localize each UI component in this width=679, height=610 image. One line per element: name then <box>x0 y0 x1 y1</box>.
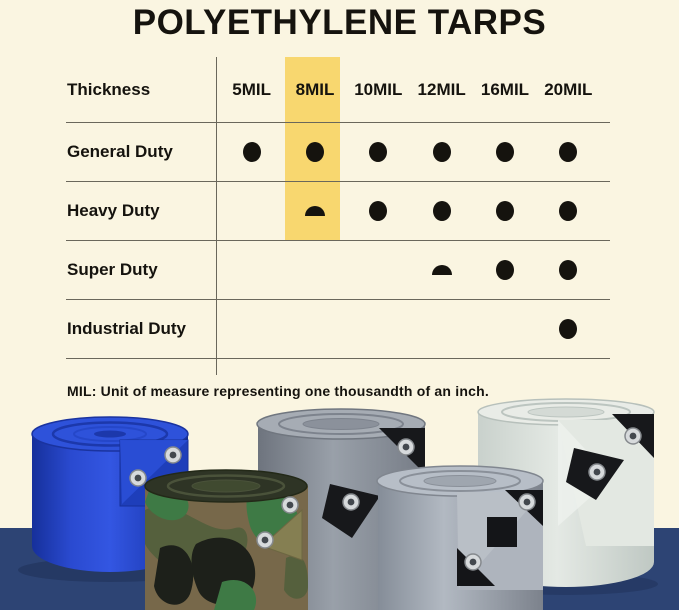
table-row-general-duty <box>0 122 679 181</box>
row-label-super-duty: Super Duty <box>67 259 158 279</box>
availability-cell <box>283 240 346 299</box>
full-dot <box>433 201 451 221</box>
column-header-20mil: 20MIL <box>544 79 593 99</box>
mil-footnote: MIL: Unit of measure representing one thousandth of an inch. <box>67 383 489 399</box>
full-dot <box>559 142 577 162</box>
table-row-super-duty <box>0 240 679 299</box>
half-dot <box>432 265 452 275</box>
dots-heavy-duty <box>220 181 600 240</box>
column-header-10mil: 10MIL <box>354 79 403 99</box>
grommet <box>257 532 273 548</box>
availability-cell <box>410 122 473 181</box>
availability-cell <box>220 299 283 358</box>
grommet <box>130 470 146 486</box>
table-header-row <box>0 57 679 122</box>
full-dot <box>369 142 387 162</box>
full-dot <box>559 319 577 339</box>
table-row-divider <box>66 358 610 359</box>
availability-cell <box>410 181 473 240</box>
grommet <box>519 494 535 510</box>
availability-cell <box>347 240 410 299</box>
tarp-roll-silver <box>377 466 543 610</box>
availability-cell <box>283 122 346 181</box>
full-dot <box>496 201 514 221</box>
column-header-5mil: 5MIL <box>232 79 272 99</box>
column-header-16mil: 16MIL <box>480 79 530 99</box>
availability-cell <box>347 299 410 358</box>
availability-cell <box>220 122 283 181</box>
table-row-heavy-duty <box>0 181 679 240</box>
availability-cell <box>537 181 600 240</box>
full-dot <box>496 260 514 280</box>
dots-super-duty <box>220 240 600 299</box>
column-header-12mil: 12MIL <box>417 79 466 99</box>
availability-cell <box>537 299 600 358</box>
grommet <box>282 497 298 513</box>
full-dot <box>559 260 577 280</box>
availability-cell <box>537 240 600 299</box>
availability-cell <box>473 122 536 181</box>
tarp-roll-camo <box>145 470 308 610</box>
availability-cell <box>473 299 536 358</box>
half-dot <box>305 206 325 216</box>
availability-cell <box>473 240 536 299</box>
full-dot <box>496 142 514 162</box>
availability-cell <box>220 181 283 240</box>
page-title: POLYETHYLENE TARPS <box>132 3 547 42</box>
full-dot <box>559 201 577 221</box>
availability-cell <box>220 240 283 299</box>
column-headers <box>220 57 600 122</box>
availability-cell <box>410 240 473 299</box>
grommet <box>465 554 481 570</box>
availability-cell <box>347 181 410 240</box>
row-label-industrial-duty: Industrial Duty <box>67 318 187 338</box>
availability-cell <box>473 181 536 240</box>
dots-general-duty <box>220 122 600 181</box>
full-dot <box>243 142 261 162</box>
row-label-general-duty: General Duty <box>67 141 173 161</box>
full-dot <box>306 142 324 162</box>
availability-cell <box>410 299 473 358</box>
thickness-label: Thickness <box>67 79 151 99</box>
grommet <box>625 428 641 444</box>
row-label-heavy-duty: Heavy Duty <box>67 200 160 220</box>
dots-industrial-duty <box>220 299 600 358</box>
tarp-rolls-illustration <box>0 398 679 610</box>
availability-cell <box>283 299 346 358</box>
grommet <box>398 439 414 455</box>
full-dot <box>369 201 387 221</box>
availability-cell <box>347 122 410 181</box>
grommet <box>589 464 605 480</box>
table-row-industrial-duty <box>0 299 679 358</box>
grommet <box>165 447 181 463</box>
column-header-8mil: 8MIL <box>295 79 335 99</box>
grommet <box>343 494 359 510</box>
availability-cell <box>283 181 346 240</box>
full-dot <box>433 142 451 162</box>
availability-cell <box>537 122 600 181</box>
